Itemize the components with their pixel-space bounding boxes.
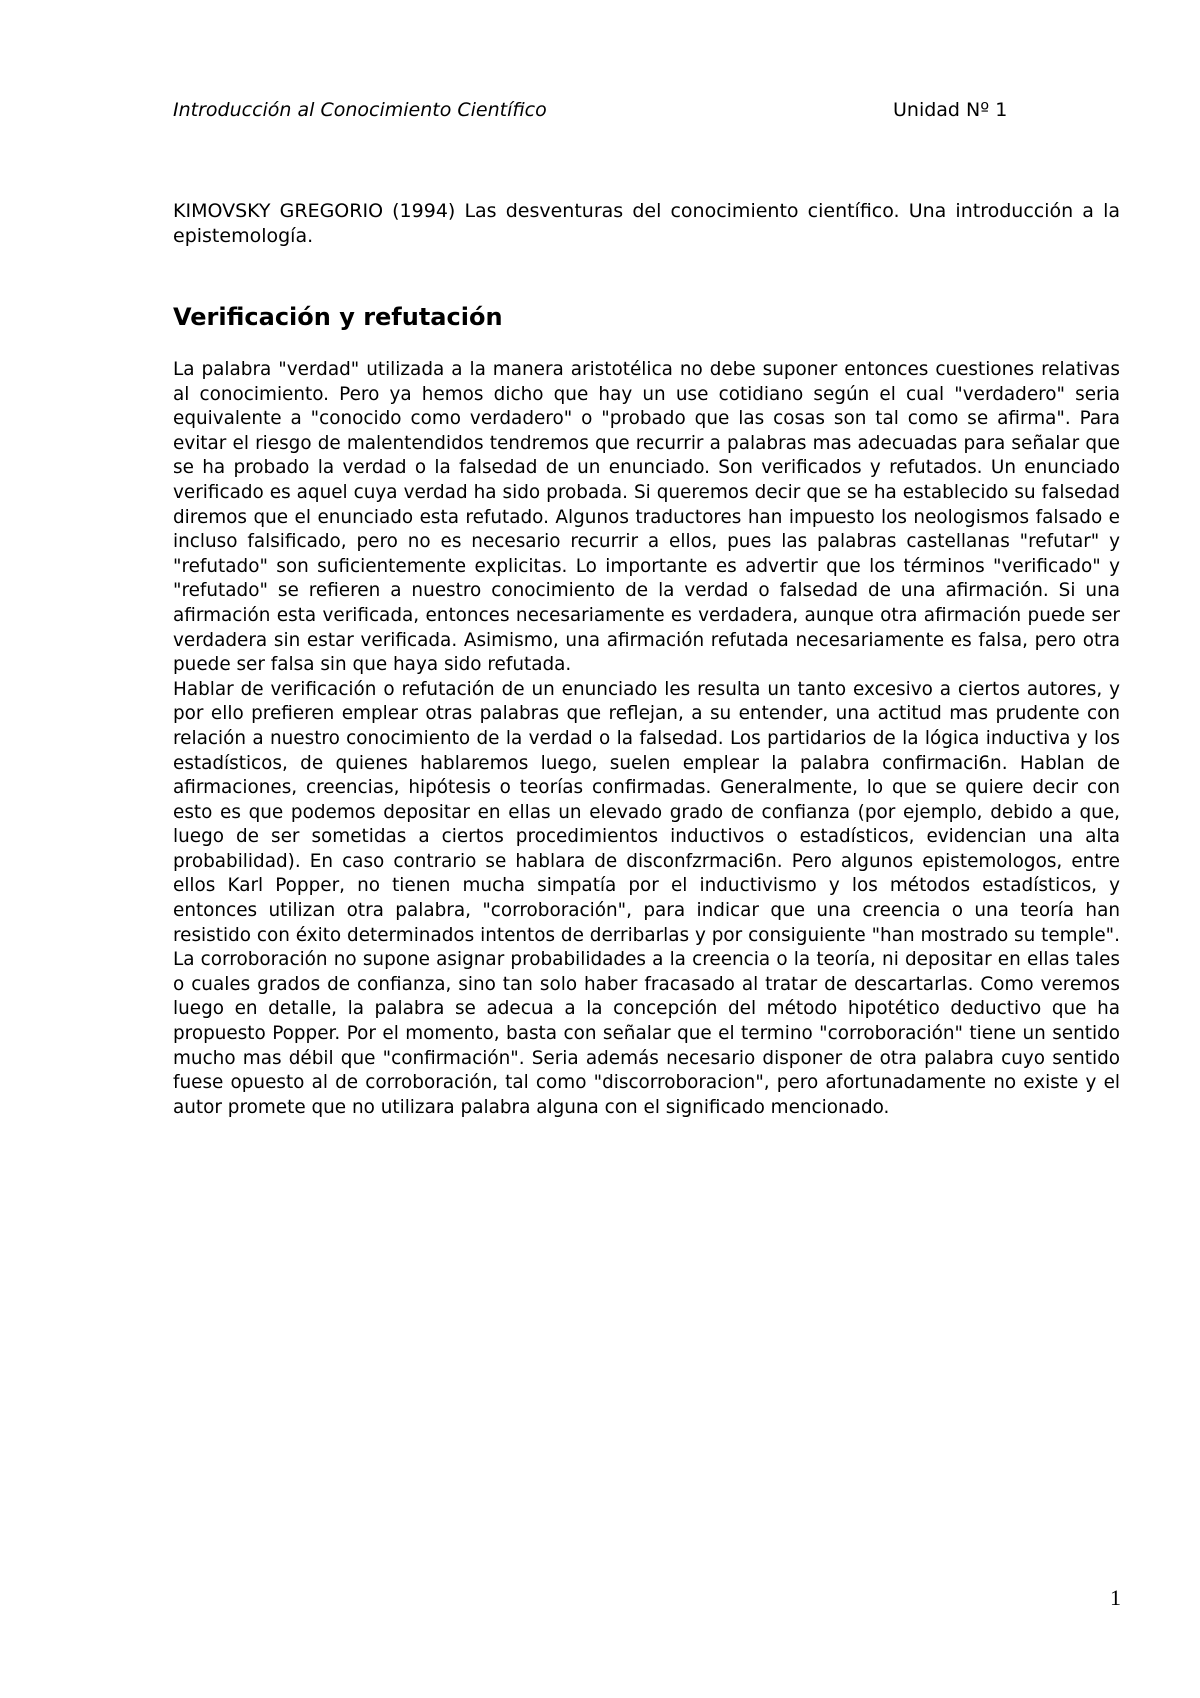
page-number: 1 xyxy=(1110,1585,1121,1610)
paragraph: Hablar de verificación o refutación de un enunciado les resulta un tanto excesivo a ciertos autores, y por ello prefieren emplear otras palabras que reflejan, a su entender, una actitud mas prudente con relación a nuestro conocimiento de la verdad o la falsedad. Los partidarios de la lógica inductiva y los estadísticos, de quienes hablaremos luego, suelen emplear la palabra confirmaci6n. Hablan de afirmaciones, creencias, hipótesis o teorías confirmadas. Generalmente, lo que se quiere decir con esto es que podemos depositar en ellas un elevado grado de confianza (por ejemplo, debido a que, luego de ser sometidas a ciertos procedimientos inductivos o estadísticos, evidencian una alta probabilidad). En caso contrario se hablara de disconfzrmaci6n. Pero algunos epistemologos, entre ellos Karl Popper, no tienen mucha simpatía por el inductivismo y los métodos estadísticos, y entonces utilizan otra palabra, "corroboración", para indicar que una creencia o una teoría han resistido con éxito determinados intentos de derribarlas y por consiguiente "han mostrado su temple". La corroboración no supone asignar probabilidades a la creencia o la teoría, ni depositar en ellas tales o cuales grados de confianza, sino tan solo haber fracasado al tratar de descartarlas. Como veremos luego en detalle, la palabra se adecua a la concepción del método hipotético deductivo que ha propuesto Popper. Por el momento, basta con señalar que el termino "corroboración" tiene un sentido mucho mas débil que "confirmación". Seria además necesario disponer de otra palabra cuyo sentido fuese opuesto al de corroboración, tal como "discorroboracion", pero afortunadamente no existe y el autor promete que no utilizara palabra alguna con el significado mencionado. xyxy=(173,678,1120,1118)
bibliographic-reference: KIMOVSKY GREGORIO (1994) Las desventuras del conocimiento científico. Una introducción a la epistemología. xyxy=(173,200,1120,247)
header-title: Introducción al Conocimiento Científico xyxy=(173,99,547,121)
page-header xyxy=(173,99,1023,125)
paragraph: La palabra "verdad" utilizada a la manera aristotélica no debe suponer entonces cuestiones relativas al conocimiento. Pero ya hemos dicho que hay un use cotidiano según el cual "verdadero" seria equivalente a "conocido como verdadero" o "probado que las cosas son tal como se afirma". Para evitar el riesgo de malentendidos tendremos que recurrir a palabras mas adecuadas para señalar que se ha probado la verdad o la falsedad de un enunciado. Son verificados y refutados. Un enunciado verificado es aquel cuya verdad ha sido probada. Si queremos decir que se ha establecido su falsedad diremos que el enunciado esta refutado. Algunos traductores han impuesto los neologismos falsado e incluso falsificado, pero no es necesario recurrir a ellos, pues las palabras castellanas "refutar" y "refutado" son suficientemente explicitas. Lo importante es advertir que los términos "verificado" y "refutado" se refieren a nuestro conocimiento de la verdad o falsedad de una afirmación. Si una afirmación esta verificada, entonces necesariamente es verdadera, aunque otra afirmación puede ser verdadera sin estar verificada. Asimismo, una afirmación refutada necesariamente es falsa, pero otra puede ser falsa sin que haya sido refutada. xyxy=(173,359,1120,676)
section-heading: Verificación y refutación xyxy=(173,303,503,331)
section-body xyxy=(173,358,1120,1120)
header-unit: Unidad Nº 1 xyxy=(893,99,1008,121)
